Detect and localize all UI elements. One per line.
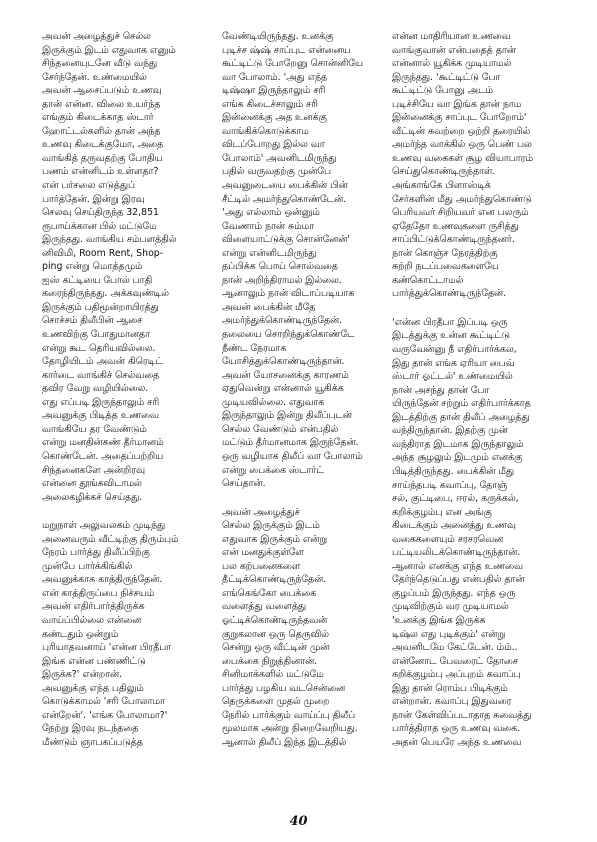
text-line: யிருந்தேன் சற்றும் எதிர்பார்க்காத: [392, 398, 531, 410]
text-line: இங்க என்ன பண்ணிட்டு: [42, 655, 146, 667]
text-line: என் மனதுக்குள்ளே: [222, 547, 304, 559]
text-line: 'உனக்கு இங்க இருக்க: [392, 614, 486, 626]
text-line: நேற்று இரவு நடந்ததை: [42, 723, 139, 735]
text-line: மூலமாக அன்று நிறைவேறியது.: [222, 723, 358, 735]
text-line: சேர்ந்தேன். உண்மையில்: [42, 71, 147, 83]
text-line: பட்டியலிடக்கொண்டிருந்தான்.: [392, 547, 521, 559]
text-line: அவனிடமே கேட்டேன். ம்ம்..: [392, 642, 518, 654]
text-line: அவனுக்கு எந்த பதிலும்: [42, 682, 144, 694]
text-line: உணவு வகைகள் சூழ வியாபாரம்: [392, 152, 534, 164]
text-line: ஐஸ் கட்டியை போல் பாதி: [42, 274, 153, 286]
text-line: ஆனால் திலீப் இந்த இடத்தில்: [222, 736, 347, 748]
text-line: 'என்ன பிரதீபா இப்படி ஒரு: [392, 316, 508, 328]
text-line: அவன் ஆசைப்படும் உணவு: [42, 85, 162, 97]
text-line: போலாம்' அவனிடமிருந்து: [222, 152, 337, 164]
text-line: மறுநாள் அலுவலகம் முடிந்து: [42, 520, 166, 532]
text-line: இருக்க?' என்றான்.: [42, 669, 123, 681]
text-line: புடிச்ச ஷ்ஷ் சாப்புட என்னைய: [222, 44, 351, 56]
text-line: நான் கொஞ்ச நேரத்திற்கு: [392, 247, 498, 259]
text-line: இடத்துக்கு உன்ன கூட்டிட்டு: [392, 330, 510, 342]
text-line: நேரில் பார்க்கும் வாய்ப்பு திலீப்: [222, 709, 356, 721]
text-line: ping என்று மொத்தமும்: [42, 261, 143, 273]
text-line: வீட்டின் சுவற்றை ஒற்றி தரையில்: [392, 125, 531, 137]
text-line: குறுகலான ஒரு தெருவில்: [222, 628, 329, 640]
text-line: மீண்டும் ஞாபகப்படுத்த: [42, 736, 143, 748]
text-line: ஓட்டிக்கொண்டிருந்தவன்: [222, 614, 328, 626]
text-line: 'அது எல்லாம் ஒன்னும்: [222, 207, 320, 219]
text-line: எதுவாக இருக்கும் என்று: [222, 533, 328, 545]
text-line: உணவிற்கு போதுமானதா: [42, 329, 150, 341]
paragraph-gap: [42, 504, 210, 519]
text-line: இடத்திற்கு தான் திலீப் அழைத்து: [392, 411, 530, 423]
text-line: வகைகளையும் சரசரவென: [392, 533, 504, 545]
text-line: வாங்கித் தருவதற்கு போதிய: [42, 152, 163, 164]
text-line: னிவிமி, Room Rent, Shop-: [42, 247, 164, 259]
text-line: நீண்ட நேரமாக: [222, 342, 287, 354]
text-line: தேர்ந்தெடுப்பது என்பதில் தான்: [392, 574, 525, 586]
text-line: யோசித்துக்கொண்டிருந்தான்.: [222, 356, 345, 368]
text-line: இது தான் ரொம்ப பிடிக்கும்: [392, 682, 508, 694]
text-line: சீட்டில் அமர்ந்துகொண்டேன்.: [222, 193, 347, 205]
text-line: இருக்கும் பதிமூன்றாயிரத்து: [42, 301, 159, 313]
text-line: அந்த சூழலும் இடமும் எனக்கு: [392, 452, 523, 464]
text-line: கறிக்குழம்பு என அங்கு: [392, 506, 492, 518]
text-line: சாப்பிட்டுக்கொண்டிருந்தனர்.: [392, 234, 515, 246]
text-line: என்றான். கவாப்பு இதுவரை: [392, 696, 512, 708]
page-number: 40: [289, 814, 308, 829]
text-line: பார்த்திராத ஒரு உணவு வகை.: [392, 723, 521, 735]
text-line: மட்டும் தீர்மானமாக இருந்தேன்.: [222, 437, 359, 449]
text-line: என்னை தூங்கவிடாமல்: [42, 478, 142, 490]
text-line: சுற்றி நடப்பவைகளையே: [392, 261, 499, 273]
text-line: அவன் யோசனைக்கு காரணம்: [222, 369, 349, 381]
text-line: பதில் வருவதற்கு முன்பே: [222, 166, 331, 178]
text-line: என் காத்திருப்பை நிச்சயம்: [42, 587, 155, 599]
paragraph: [392, 316, 560, 750]
text-line: ஏதுவென்று என்னால் யூகிக்க: [222, 383, 344, 395]
text-line: வா போலாம். 'அது எந்த: [222, 71, 328, 83]
text-line: கொண்டேன். அதைப்பற்றிய: [42, 450, 164, 462]
text-line: என்று பைக்கை ஸ்டார்ட்: [222, 464, 324, 476]
text-line: முடிவிற்கும் வர முடியாமல்: [392, 601, 509, 613]
text-column-3: [392, 30, 560, 749]
text-line: அலைகழிக்கச் செய்தது.: [42, 491, 143, 503]
text-line: வாங்கிக்கொடுக்காம: [222, 125, 309, 137]
text-line: விளையாட்டுக்கு சொன்னேன்': [222, 234, 350, 246]
text-line: தவிர வேறு வழியில்லை.: [42, 383, 149, 395]
text-line: பார்த்துக்கொண்டிருந்தேன்.: [392, 288, 507, 300]
text-line: கூட்டிட்டு போனு அடம்: [392, 85, 493, 97]
paragraph: [42, 519, 210, 749]
text-line: ஸ்டார் ஓட்டல்' உண்மையில்: [392, 371, 513, 383]
text-line: அமர்ந்த வாக்கில் ஒரு பெண் பல: [392, 139, 532, 151]
text-line: தான் என்ன. விலை உயர்ந்த: [42, 98, 161, 110]
text-line: ஹோட்டல்களில் தான் அந்த: [42, 125, 161, 137]
text-line: கண்கொட்டாமல்: [392, 274, 464, 286]
text-line: இருந்தாலும் இன்று திலீப்புடன்: [222, 410, 353, 422]
text-line: என்று என்னிடமிருந்து: [222, 247, 317, 259]
text-line: என் பர்சலை எடுத்துப்: [42, 180, 135, 192]
text-line: சிந்தனையுடனே வீடு வந்து: [42, 58, 158, 70]
text-line: வந்திருந்தான். இதற்கு முன்: [392, 425, 508, 437]
text-line: செல்ல வேண்டும் என்பதில்: [222, 423, 339, 435]
text-line: விடப்போறது இல்ல வா: [222, 139, 325, 151]
paragraph: [222, 506, 390, 750]
text-line: ஒரு வழியாக திலீப் வா போலாம்: [222, 450, 363, 462]
text-line: இன்னைக்கு அத உனக்கு: [222, 112, 327, 124]
text-line: அவன் பைக்கின் மீதே: [222, 301, 316, 313]
text-line: முடியவில்லை. எதுவாக: [222, 396, 325, 408]
text-line: ஏதேதோ உணவுகளை ருசித்து: [392, 220, 519, 232]
text-line: என்று மனதின்கண் தீர்மானம்: [42, 437, 164, 449]
text-line: என்ன மாதிரியான உணவை: [392, 31, 511, 42]
text-line: இருந்தது. 'கூட்டிட்டு போ: [392, 71, 501, 83]
text-line: வாங்குவான் என்பதைத் தான்: [392, 44, 516, 56]
text-line: நேரம் பார்த்து திலீப்பிற்கு: [42, 547, 150, 559]
text-line: பார்த்தேன். இன்று இரவு: [42, 193, 145, 205]
text-line: அவன் அழைத்துச்: [222, 506, 300, 518]
text-line: சேர்களின் மீது அமர்ந்துகொண்டு: [392, 193, 532, 205]
text-column-2: [222, 30, 390, 749]
text-line: சொச்சம் திலீபின் ஆசை: [42, 315, 143, 327]
text-line: இருந்தது. வாங்கிய சம்பளத்தில்: [42, 234, 177, 246]
text-line: என்றேன்'. 'எங்க போலாமா?': [42, 709, 168, 721]
text-line: அவனுடையை பைக்கின் பின்: [222, 180, 348, 192]
text-line: குழப்பம் இருந்தது. எந்த ஒரு: [392, 587, 516, 599]
text-line: வருவேன்னு நீ எதிர்பார்க்கல,: [392, 344, 517, 356]
text-line: தப்பிக்க பொய் சொல்வதை: [222, 261, 338, 273]
text-line: எது எப்படி இருந்தாலும் சரி: [42, 396, 160, 408]
text-line: என்னோட பேவரைட் தோசை: [392, 655, 518, 667]
text-line: இது தான் எங்க ஏரியா பைவ்: [392, 357, 515, 369]
text-line: பணம் என்னிடம் உள்ளதா?: [42, 166, 159, 178]
text-line: ஆனாலும் நான் விடாப்படியாக: [222, 288, 355, 300]
text-line: அவனுக்கு பிடித்த உணவை: [42, 410, 160, 422]
text-line: செய்துகொண்டிருந்தாள்.: [392, 166, 496, 178]
text-line: அங்காங்கே பிளாஸ்டிக்: [392, 180, 491, 192]
text-line: தீட்டிக்கொண்டிருந்தேன்.: [222, 574, 327, 586]
text-line: டிஷ்ல எது புடிக்கும்' என்று: [392, 628, 506, 640]
text-line: எங்க கிடைச்சாலும் சரி: [222, 98, 318, 110]
text-line: பார்த்து பழகிய வடசென்னை: [222, 682, 346, 694]
text-line: நான் அறிந்திராமல் இல்லை.: [222, 274, 342, 286]
text-line: கார்டை வாங்கிச் செல்வதை: [42, 369, 160, 381]
text-line: பிடித்திருந்தது. பைக்கின் மீது: [392, 465, 514, 477]
text-line: கூட்டிட்டு போறேனு சொன்னியே: [222, 58, 363, 70]
text-line: வேண்டியிருந்தது. உனக்கு: [222, 31, 334, 42]
text-line: சினிமாக்களில் மட்டுமே: [222, 669, 324, 681]
text-line: ரூபாய்க்கான பில் மட்டுமே: [42, 220, 157, 232]
text-line: தோழியிடம் அவன் கிரெடிட்: [42, 356, 163, 368]
text-line: நான் அசந்து தான் போ: [392, 384, 490, 396]
text-line: வந்திராத இடமாக இருந்தாலும்: [392, 438, 524, 450]
text-line: அவன் எதிர்பார்த்திருக்க: [42, 601, 145, 613]
text-line: இருக்கும் இடம் எதுவாக எனும்: [42, 44, 176, 56]
text-line: டிஷ்ஷா இருந்தாலும் சரி: [222, 85, 326, 97]
paragraph-gap: [222, 491, 390, 506]
text-line: உணவு கிடைக்குமோ, அதை: [42, 139, 164, 151]
text-line: செய்தான்.: [222, 478, 266, 490]
text-line: இன்னைக்கு சாப்புட போறோம்': [392, 112, 527, 124]
text-line: வாங்கியே தர வேண்டும்: [42, 423, 147, 435]
text-line: செலவு செய்திருந்த 32,851: [42, 207, 160, 219]
text-line: பெரியவர் சிறியவர் என பலரும்: [392, 207, 529, 219]
text-line: வளைத்து வளைத்து: [222, 601, 307, 613]
text-line: சல், குட்டிபை, ஈரல், கருக்கல்,: [392, 493, 519, 505]
text-line: நான் கேள்விப்படாதாத சுவைத்து: [392, 709, 532, 721]
paragraph: [42, 30, 210, 504]
text-line: பைக்கை நிறுத்தினான்.: [222, 655, 318, 667]
text-line: ஆனால் எனக்கு எந்த உணவை: [392, 560, 523, 572]
text-line: கிடைக்கும் அனைத்து உணவு: [392, 520, 516, 532]
text-line: வேணாம் நான் சும்மா: [222, 220, 315, 232]
text-line: கறிக்குழம்பு அப்புறம் கவாப்பு: [392, 669, 521, 681]
text-line: செல்ல இருக்கும் இடம்: [222, 520, 320, 532]
text-line: கண்டதும் ஒன்றும்: [42, 628, 119, 640]
text-line: சிந்தனைகளே அன்றிரவு: [42, 464, 145, 476]
text-line: தெருக்களை முதல் முறை: [222, 696, 330, 708]
text-line: அவன் அழைத்துச் செல்ல: [42, 31, 151, 42]
text-line: அனைவரும் வீட்டிற்கு திரும்பும்: [42, 533, 179, 545]
text-line: என்னால் யூகிக்க முடியாமல்: [392, 58, 512, 70]
text-line: பல கற்பனைகளை: [222, 560, 301, 572]
paragraph-gap: [392, 301, 560, 316]
text-line: சென்று ஒரு வீட்டின் முன்: [222, 642, 330, 654]
text-line: கொடுக்காமல் 'சரி போலாமா: [42, 696, 165, 708]
text-line: முன்பே பார்க்கிங்கில்: [42, 560, 133, 572]
text-column-1: [42, 30, 210, 749]
paragraph: [392, 30, 560, 301]
text-line: அதன் பெயரே அந்த உணவை: [392, 736, 522, 748]
text-line: புடிச்சியே வா இங்க தான் நாம: [392, 98, 522, 110]
text-line: அவனுக்காக காத்திருந்தேன்.: [42, 574, 163, 586]
text-line: அமர்ந்துக்கொண்டிருந்தேன்.: [222, 315, 343, 327]
text-line: எங்கெங்கோ பைக்கை: [222, 587, 317, 599]
text-line: சாய்ந்தபடி கவாப்பு, தோஞ்: [392, 479, 508, 491]
text-line: எங்கும் கிடைக்காத ஸ்டார்: [42, 112, 154, 124]
paragraph: [222, 30, 390, 491]
text-line: வாய்ப்பில்லை என்னை: [42, 614, 142, 626]
text-line: கரைந்திருந்தது. அக்கவுண்டில்: [42, 288, 169, 300]
text-line: என்று கூட தெரியவில்லை.: [42, 342, 156, 354]
text-line: தலையை சொறிந்துக்கொண்டே: [222, 329, 355, 341]
text-line: புரியாதவனாய் 'என்ன பிரதீபா: [42, 642, 172, 654]
